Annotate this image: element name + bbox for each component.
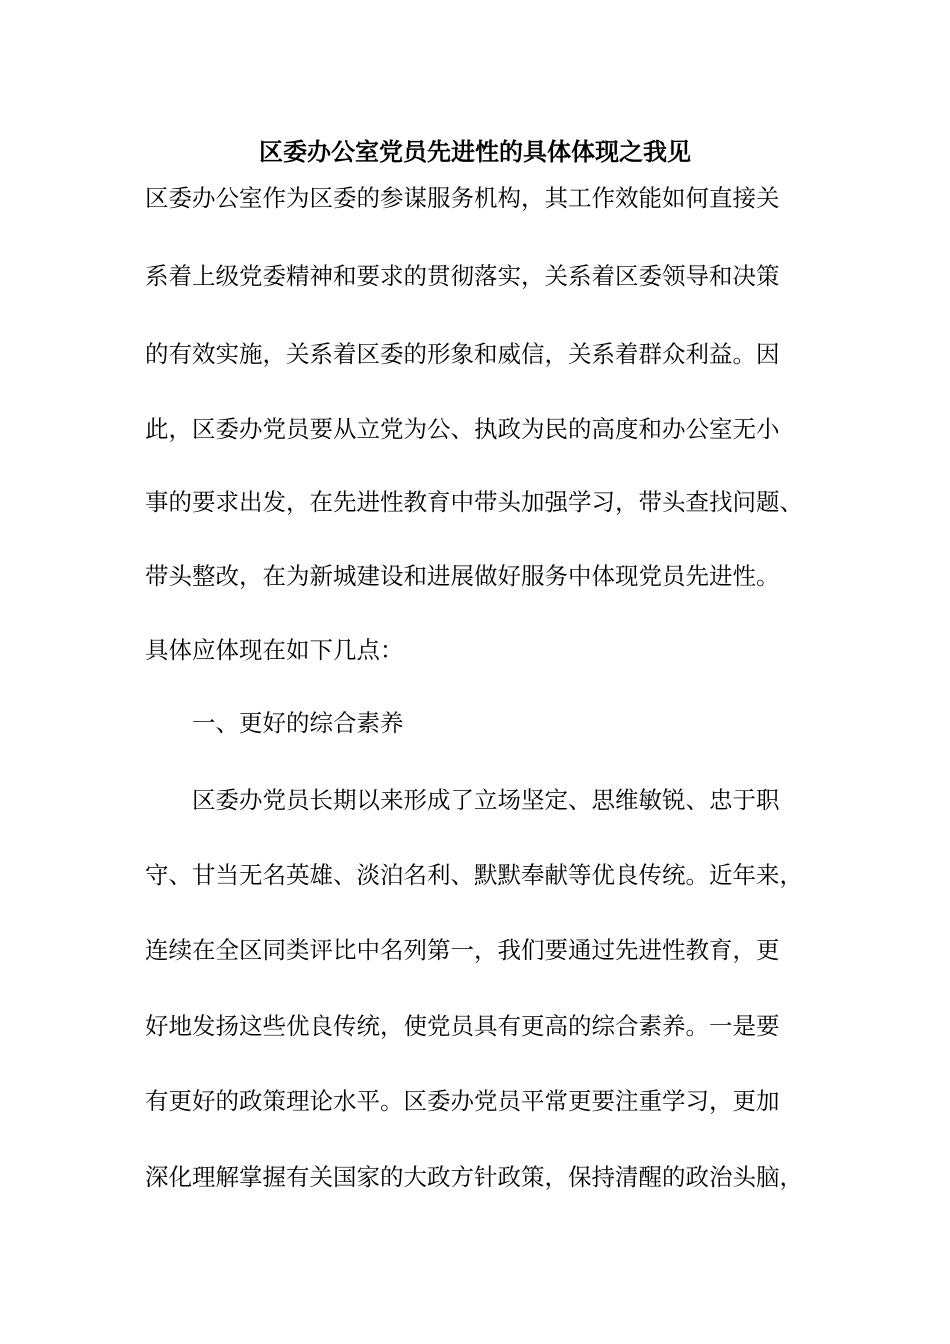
body-line-2: 系着上级党委精神和要求的贯彻落实，关系着区委领导和决策 (145, 262, 780, 290)
body-line-14: 深化理解掌握有关国家的大政方针政策，保持清醒的政治头脑， (145, 1163, 803, 1191)
body-line-12: 好地发扬这些优良传统，使党员具有更高的综合素养。一是要 (145, 1012, 780, 1040)
document-title: 区委办公室党员先进性的具体体现之我见 (259, 137, 691, 166)
body-line-3: 的有效实施，关系着区委的形象和威信，关系着群众利益。因 (145, 340, 780, 368)
section-heading-1: 一、更好的综合素养 (145, 709, 404, 737)
body-line-9: 区委办党员长期以来形成了立场坚定、思维敏锐、忠于职 (145, 786, 780, 814)
body-line-6: 带头整改，在为新城建设和进展做好服务中体现党员先进性。 (145, 562, 780, 590)
body-line-13: 有更好的政策理论水平。区委办党员平常更要注重学习，更加 (145, 1087, 780, 1115)
body-line-4: 此，区委办党员要从立党为公、执政为民的高度和办公室无小 (145, 415, 780, 443)
body-line-5: 事的要求出发，在先进性教育中带头加强学习，带头查找问题、 (145, 488, 803, 516)
body-line-11: 连续在全区同类评比中名列第一，我们要通过先进性教育，更 (145, 936, 780, 964)
body-line-1: 区委办公室作为区委的参谋服务机构，其工作效能如何直接关 (145, 184, 780, 212)
body-line-10: 守、甘当无名英雄、淡泊名利、默默奉献等优良传统。近年来， (145, 861, 803, 889)
body-line-7: 具体应体现在如下几点： (145, 636, 404, 664)
